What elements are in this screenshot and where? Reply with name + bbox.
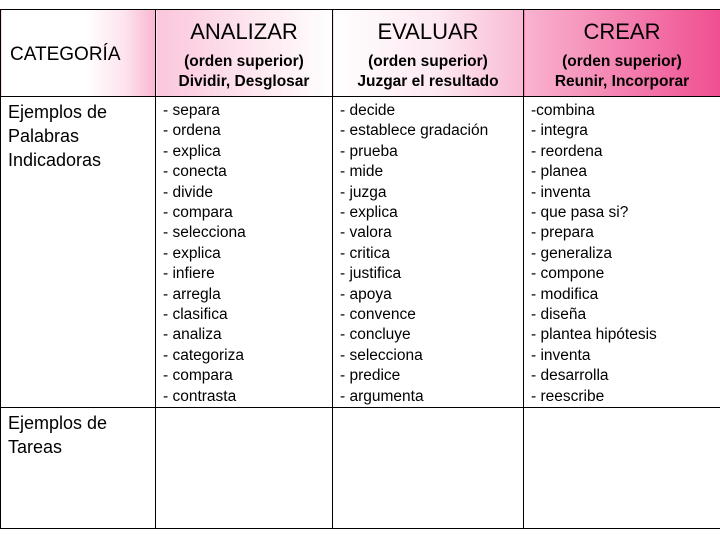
indicator-word: - selecciona xyxy=(163,224,246,242)
indicator-word: - conecta xyxy=(163,163,227,181)
indicator-word: - argumenta xyxy=(340,387,424,405)
tasks-label: Ejemplos de Tareas xyxy=(1,408,156,529)
bloom-taxonomy-table xyxy=(0,9,720,529)
header-analizar xyxy=(156,10,333,97)
analizar-words-cell xyxy=(156,97,333,408)
analizar-word-list xyxy=(156,97,332,407)
indicator-word: - clasifica xyxy=(163,306,228,324)
header-crear xyxy=(524,10,720,97)
indicator-word: - convence xyxy=(340,306,416,324)
indicator-word: - modifica xyxy=(531,285,599,303)
indicator-word: - compara xyxy=(163,204,233,222)
crear-word-list xyxy=(524,97,720,407)
column-level: (orden superior) xyxy=(184,53,304,70)
indicator-word: - justifica xyxy=(340,265,402,283)
indicator-word: - inventa xyxy=(531,346,591,364)
indicator-word: - separa xyxy=(163,102,220,119)
indicator-word: - prueba xyxy=(340,142,398,160)
indicator-word: - inventa xyxy=(531,183,591,201)
column-description: Reunir, Incorporar xyxy=(554,73,690,90)
indicator-word: - prepara xyxy=(531,224,594,242)
header-evaluar xyxy=(333,10,524,97)
indicator-word: - analiza xyxy=(163,326,222,344)
indicator-word: - ordena xyxy=(163,122,221,140)
indicator-word: - categoriza xyxy=(163,346,244,364)
indicator-word: - generaliza xyxy=(531,244,612,262)
column-title: ANALIZAR xyxy=(190,19,298,44)
evaluar-word-list xyxy=(333,97,523,407)
indicator-word: - plantea hipótesis xyxy=(531,326,657,344)
indicator-word: - compara xyxy=(163,367,233,385)
indicator-word: - compone xyxy=(531,265,605,283)
indicator-word: - juzga xyxy=(340,183,387,201)
indicator-word: - explica xyxy=(163,244,221,262)
indicator-word: - divide xyxy=(163,183,213,201)
indicator-word: - concluye xyxy=(340,326,411,344)
crear-words-cell xyxy=(524,97,720,408)
indicator-word: - valora xyxy=(340,224,392,242)
column-description: Juzgar el resultado xyxy=(357,73,499,90)
column-title: CREAR xyxy=(583,19,661,44)
indicator-words-row xyxy=(1,97,720,408)
indicator-word: - reordena xyxy=(531,142,603,160)
indicator-word: - explica xyxy=(340,204,398,222)
indicator-word: -combina xyxy=(531,102,595,119)
indicator-word: - planea xyxy=(531,163,588,181)
indicator-word: - mide xyxy=(340,163,384,181)
indicator-word: - selecciona xyxy=(340,346,423,364)
indicator-word: - reescribe xyxy=(531,387,605,405)
indicator-word: - decide xyxy=(340,102,396,119)
indicator-word: - establece gradación xyxy=(340,122,489,140)
indicator-word: - explica xyxy=(163,142,221,160)
indicator-word: - contrasta xyxy=(163,387,237,405)
indicator-word: - integra xyxy=(531,122,588,140)
header-row xyxy=(1,10,720,97)
indicator-word: - predice xyxy=(340,367,401,385)
column-level: (orden superior) xyxy=(368,53,488,70)
indicator-word: - infiere xyxy=(163,265,215,283)
column-level: (orden superior) xyxy=(562,53,682,70)
indicator-word: - desarrolla xyxy=(531,367,609,385)
column-description: Dividir, Desglosar xyxy=(178,73,310,90)
analizar-tasks-cell xyxy=(156,408,333,529)
indicator-word: - apoya xyxy=(340,285,392,303)
column-title: EVALUAR xyxy=(377,19,479,44)
indicator-word: - critica xyxy=(340,244,390,262)
indicator-word: - que pasa si? xyxy=(531,204,629,222)
indicator-word: - arregla xyxy=(163,285,221,303)
tasks-row xyxy=(1,408,720,529)
crear-tasks-cell xyxy=(524,408,720,529)
category-header: CATEGORÍA xyxy=(1,10,156,97)
indicator-word: - diseña xyxy=(531,306,587,324)
evaluar-words-cell xyxy=(333,97,524,408)
evaluar-tasks-cell xyxy=(333,408,524,529)
indicator-words-label: Ejemplos de Palabras Indicadoras xyxy=(1,97,156,408)
